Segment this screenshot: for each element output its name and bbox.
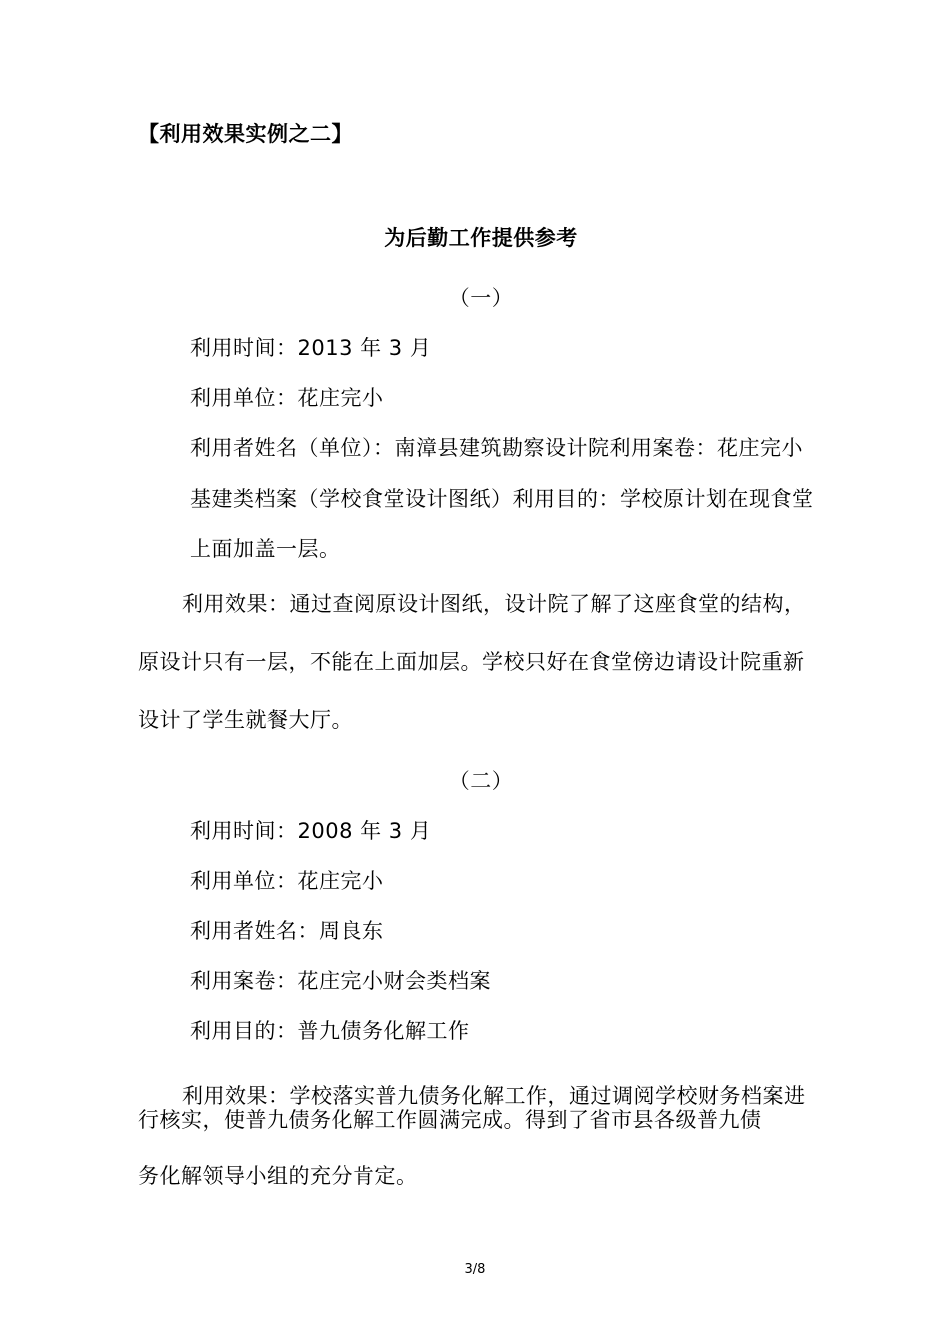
section2-time: 利用时间：2008 年 3 月: [190, 819, 432, 843]
section2-purpose: 利用目的：普九债务化解工作: [190, 1019, 470, 1043]
section2-effect-line: 务化解领导小组的充分肯定。: [138, 1164, 418, 1188]
section-heading: 【利用效果实例之二】: [138, 122, 353, 146]
section2-unit: 利用单位：花庄完小: [190, 869, 384, 893]
document-title: 为后勤工作提供参考: [384, 226, 578, 250]
section1-user-line: 利用者姓名（单位）：南漳县建筑勘察设计院利用案卷：花庄完小: [190, 436, 803, 460]
section1-time: 利用时间：2013 年 3 月: [190, 336, 432, 360]
section1-unit: 利用单位：花庄完小: [190, 386, 384, 410]
section2-effect-line: 利用效果：学校落实普九债务化解工作，通过调阅学校财务档案进: [182, 1084, 806, 1108]
section1-effect-line: 原设计只有一层，不能在上面加层。学校只好在食堂傍边请设计院重新: [138, 650, 805, 674]
section1-user-line: 上面加盖一层。: [190, 537, 341, 561]
section1-user-line: 基建类档案（学校食堂设计图纸）利用目的：学校原计划在现食堂: [190, 487, 814, 511]
section2-file: 利用案卷：花庄完小财会类档案: [190, 969, 491, 993]
section1-label: （一）: [448, 286, 514, 310]
section2-effect-line: 行核实，使普九债务化解工作圆满完成。得到了省市县各级普九债: [138, 1108, 762, 1132]
section1-effect-line: 利用效果：通过查阅原设计图纸，设计院了解了这座食堂的结构，: [182, 592, 806, 616]
section2-label: （二）: [448, 769, 514, 793]
section2-user: 利用者姓名：周良东: [190, 919, 384, 943]
page-number: 3/8: [464, 1262, 486, 1277]
section1-effect-line: 设计了学生就餐大厅。: [138, 708, 353, 732]
